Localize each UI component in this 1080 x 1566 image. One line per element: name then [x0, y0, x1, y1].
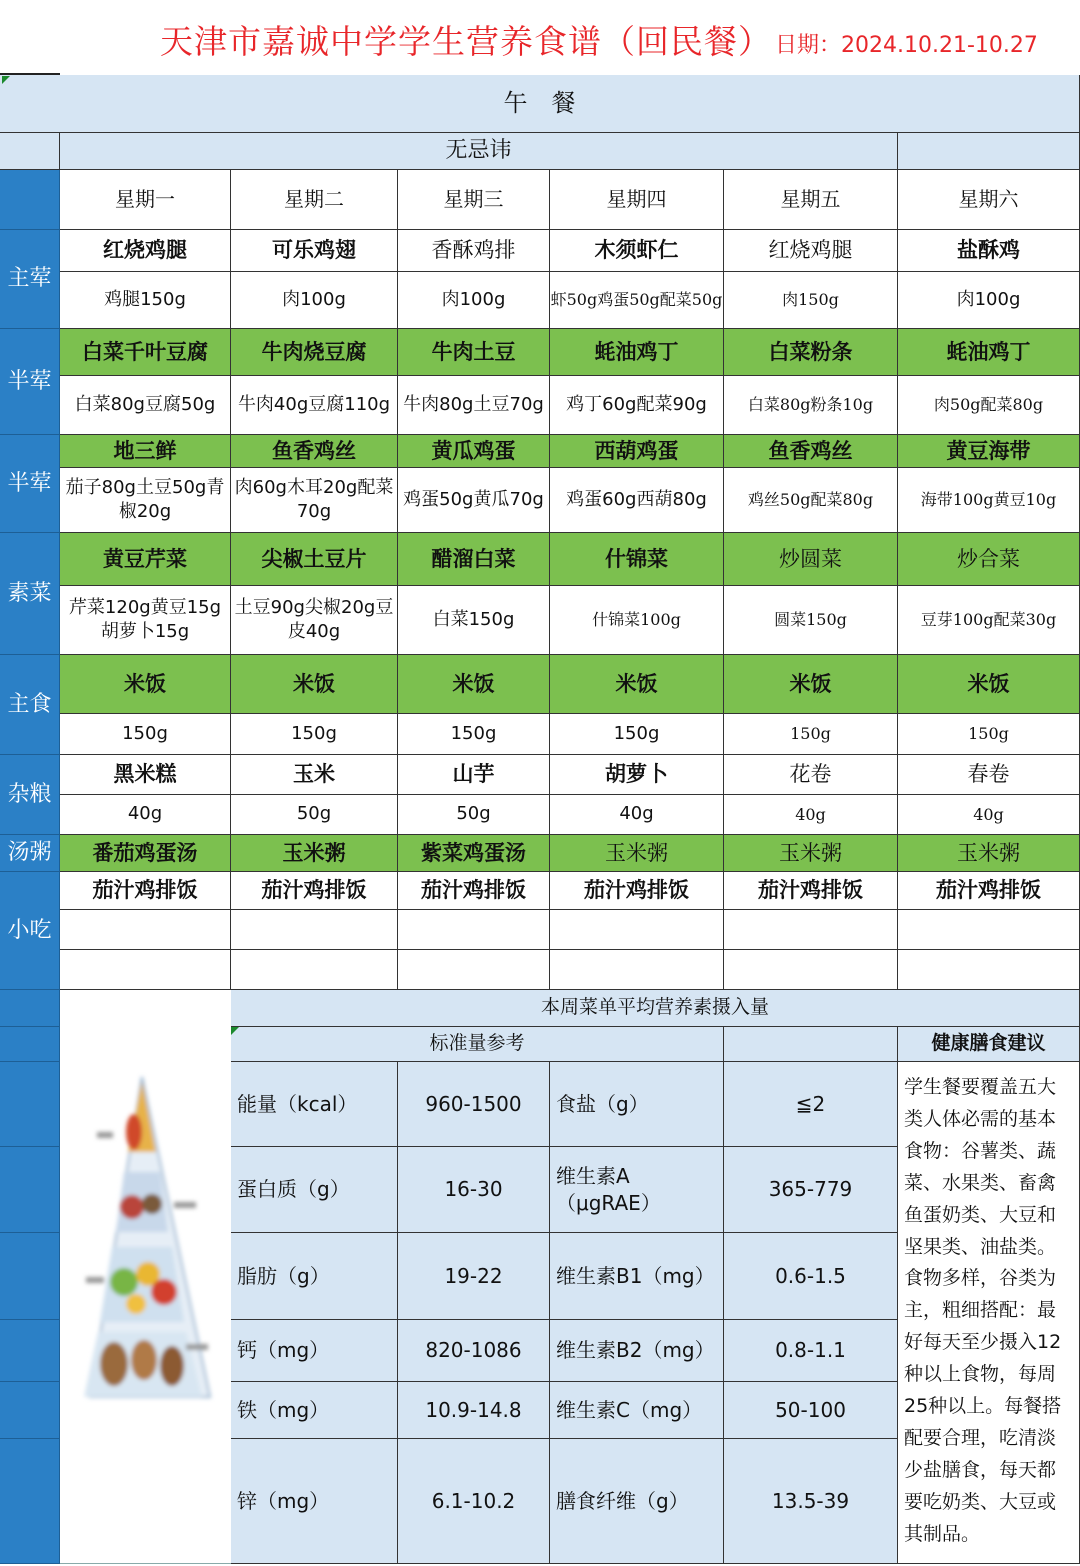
dish-name: 牛肉烧豆腐: [231, 329, 398, 376]
nutrient-name: 膳食纤维（g）: [550, 1439, 724, 1564]
nutrient-value: 19-22: [398, 1233, 550, 1320]
dish-quantity: 鸡蛋50g黄瓜70g: [398, 468, 550, 533]
blank-cell: [550, 950, 724, 990]
dish-quantity: 40g: [60, 795, 231, 835]
dish-name: 米饭: [898, 655, 1080, 714]
dish-quantity: 鸡丁60g配菜90g: [550, 376, 724, 435]
dish-name: 西葫鸡蛋: [550, 435, 724, 468]
nutrient-name: 维生素A（μgRAE）: [550, 1147, 724, 1233]
meal-header: 午 餐: [0, 75, 1080, 133]
blank-cell: [898, 133, 1080, 170]
dish-name: 什锦菜: [550, 533, 724, 586]
dish-name: 茄汁鸡排饭: [398, 872, 550, 910]
nutrient-name: 锌（mg）: [231, 1439, 398, 1564]
nutrient-name: 能量（kcal）: [231, 1062, 398, 1147]
side-blank: [0, 1382, 60, 1439]
blank-cell: [231, 910, 398, 950]
dish-name: 米饭: [398, 655, 550, 714]
dish-name: 玉米: [231, 755, 398, 795]
dish-name: 炒合菜: [898, 533, 1080, 586]
dish-name: 玉米粥: [898, 835, 1080, 872]
dish-name: 玉米粥: [724, 835, 898, 872]
side-blank: [0, 1320, 60, 1382]
side-blank: [0, 1062, 60, 1147]
dish-quantity: 肉150g: [724, 272, 898, 329]
dish-quantity: 150g: [398, 714, 550, 755]
dish-name: 玉米粥: [550, 835, 724, 872]
dish-quantity: 海带100g黄豆10g: [898, 468, 1080, 533]
dish-quantity: 肉100g: [231, 272, 398, 329]
side-blank: [0, 1147, 60, 1233]
dish-name: 番茄鸡蛋汤: [60, 835, 231, 872]
dish-quantity: 芹菜120g黄豆15g胡萝卜15g: [60, 586, 231, 655]
dish-quantity: 肉100g: [898, 272, 1080, 329]
dish-name: 春卷: [898, 755, 1080, 795]
dish-name: 木须虾仁: [550, 230, 724, 272]
nutrient-value: 0.6-1.5: [724, 1233, 898, 1320]
dish-name: 米饭: [231, 655, 398, 714]
dish-name: 茄汁鸡排饭: [231, 872, 398, 910]
day-header: 星期三: [398, 170, 550, 230]
dish-quantity: 40g: [550, 795, 724, 835]
category-label: 主荤: [0, 230, 60, 329]
dish-name: 花卷: [724, 755, 898, 795]
subheader-cell: 无忌讳: [60, 133, 898, 170]
side-blank: [0, 1233, 60, 1320]
nutrient-value: 6.1-10.2: [398, 1439, 550, 1564]
dish-name: 黄豆芹菜: [60, 533, 231, 586]
dish-quantity: 鸡腿150g: [60, 272, 231, 329]
dish-quantity: 150g: [724, 714, 898, 755]
dish-name: 米饭: [550, 655, 724, 714]
blank-cell: [724, 1027, 898, 1062]
category-label: 主食: [0, 655, 60, 755]
nutrient-name: 维生素B2（mg）: [550, 1320, 724, 1382]
blank-cell: [898, 910, 1080, 950]
dish-name: 黄豆海带: [898, 435, 1080, 468]
dish-quantity: 150g: [231, 714, 398, 755]
day-header: 星期四: [550, 170, 724, 230]
dish-name: 米饭: [60, 655, 231, 714]
dish-quantity: 土豆90g尖椒20g豆皮40g: [231, 586, 398, 655]
nutrient-value: 13.5-39: [724, 1439, 898, 1564]
dish-quantity: 肉100g: [398, 272, 550, 329]
nutrient-value: 16-30: [398, 1147, 550, 1233]
nutrient-name: 食盐（g）: [550, 1062, 724, 1147]
nutrient-name: 维生素B1（mg）: [550, 1233, 724, 1320]
day-header: 星期二: [231, 170, 398, 230]
dish-name: 红烧鸡腿: [60, 230, 231, 272]
date-label: 日期：2024.10.21-10.27: [775, 33, 1038, 58]
dish-name: 白菜粉条: [724, 329, 898, 376]
corner-marker: [2, 76, 10, 84]
blank-cell: [398, 950, 550, 990]
nutrient-name: 脂肪（g）: [231, 1233, 398, 1320]
nutrient-value: 365-779: [724, 1147, 898, 1233]
blank-cell: [398, 910, 550, 950]
title-bar: [0, 0, 1080, 75]
dish-name: 蚝油鸡丁: [898, 329, 1080, 376]
category-label: 半荤: [0, 435, 60, 533]
nutrient-value: 820-1086: [398, 1320, 550, 1382]
corner-marker: [231, 1027, 239, 1035]
dish-quantity: 50g: [398, 795, 550, 835]
blank-cell: [60, 910, 231, 950]
dish-name: 米饭: [724, 655, 898, 714]
dish-name: 炒圆菜: [724, 533, 898, 586]
advice-text: 学生餐要覆盖五大类人体必需的基本食物：谷薯类、蔬菜、水果类、畜禽鱼蛋奶类、大豆和坚果类、油盐类。食物多样，谷类为主，粗细搭配：最好每天至少摄入12种以上食物，每周25种以上。每餐搭配要合理，吃清淡少盐膳食，每天都要吃奶类、大豆或其制品。: [898, 1062, 1080, 1564]
dish-name: 盐酥鸡: [898, 230, 1080, 272]
dish-name: 鱼香鸡丝: [724, 435, 898, 468]
nutrient-name: 钙（mg）: [231, 1320, 398, 1382]
dish-name: 地三鲜: [60, 435, 231, 468]
nutrient-value: 960-1500: [398, 1062, 550, 1147]
blank-cell: [550, 910, 724, 950]
dish-name: 红烧鸡腿: [724, 230, 898, 272]
blank-cell: [724, 950, 898, 990]
side-blank: [0, 170, 60, 230]
dish-quantity: 150g: [898, 714, 1080, 755]
page-title: 天津市嘉诚中学学生营养食谱（回民餐）: [160, 22, 772, 61]
dish-quantity: 40g: [724, 795, 898, 835]
blank-cell: [898, 950, 1080, 990]
dish-quantity: 150g: [60, 714, 231, 755]
dish-quantity: 肉60g木耳20g配菜70g: [231, 468, 398, 533]
blank-cell: [60, 950, 231, 990]
dish-quantity: 50g: [231, 795, 398, 835]
dish-quantity: 牛肉40g豆腐110g: [231, 376, 398, 435]
dish-name: 牛肉土豆: [398, 329, 550, 376]
dish-name: 茄汁鸡排饭: [60, 872, 231, 910]
side-blank: [0, 1439, 60, 1564]
nutrient-value: 50-100: [724, 1382, 898, 1439]
category-label: 汤粥: [0, 835, 60, 872]
dish-name: 玉米粥: [231, 835, 398, 872]
dish-quantity: 白菜80g豆腐50g: [60, 376, 231, 435]
dish-quantity: 40g: [898, 795, 1080, 835]
dish-name: 黑米糕: [60, 755, 231, 795]
dish-quantity: 茄子80g土豆50g青椒20g: [60, 468, 231, 533]
dish-name: 白菜千叶豆腐: [60, 329, 231, 376]
dish-quantity: 白菜150g: [398, 586, 550, 655]
day-header: 星期一: [60, 170, 231, 230]
nutrient-value: ≦2: [724, 1062, 898, 1147]
category-label: 杂粮: [0, 755, 60, 835]
dish-name: 蚝油鸡丁: [550, 329, 724, 376]
standard-header: 标准量参考: [231, 1027, 724, 1062]
dish-name: 可乐鸡翅: [231, 230, 398, 272]
dish-quantity: 鸡蛋60g西葫80g: [550, 468, 724, 533]
dish-name: 茄汁鸡排饭: [724, 872, 898, 910]
dish-quantity: 150g: [550, 714, 724, 755]
blank-cell: [724, 910, 898, 950]
nutrient-name: 维生素C（mg）: [550, 1382, 724, 1439]
food-pyramid-image: [62, 992, 230, 1562]
side-blank: [0, 1027, 60, 1062]
dish-quantity: 鸡丝50g配菜80g: [724, 468, 898, 533]
day-header: 星期五: [724, 170, 898, 230]
dish-quantity: 豆芽100g配菜30g: [898, 586, 1080, 655]
dish-name: 尖椒土豆片: [231, 533, 398, 586]
dish-name: 醋溜白菜: [398, 533, 550, 586]
nutrient-name: 蛋白质（g）: [231, 1147, 398, 1233]
dish-quantity: 圆菜150g: [724, 586, 898, 655]
dish-name: 茄汁鸡排饭: [550, 872, 724, 910]
category-label: 小吃: [0, 872, 60, 990]
blank-cell: [231, 950, 398, 990]
dish-quantity: 牛肉80g土豆70g: [398, 376, 550, 435]
dish-name: 香酥鸡排: [398, 230, 550, 272]
nutrition-title: 本周菜单平均营养素摄入量: [231, 990, 1080, 1027]
dish-quantity: 什锦菜100g: [550, 586, 724, 655]
dish-quantity: 白菜80g粉条10g: [724, 376, 898, 435]
day-header: 星期六: [898, 170, 1080, 230]
category-label: 素菜: [0, 533, 60, 655]
dish-name: 紫菜鸡蛋汤: [398, 835, 550, 872]
nutrient-name: 铁（mg）: [231, 1382, 398, 1439]
dish-name: 鱼香鸡丝: [231, 435, 398, 468]
category-label: 半荤: [0, 329, 60, 435]
advice-header: 健康膳食建议: [898, 1027, 1080, 1062]
dish-name: 黄瓜鸡蛋: [398, 435, 550, 468]
nutrient-value: 10.9-14.8: [398, 1382, 550, 1439]
blank-cell: [0, 133, 60, 170]
dish-quantity: 虾50g鸡蛋50g配菜50g: [550, 272, 724, 329]
nutrient-value: 0.8-1.1: [724, 1320, 898, 1382]
dish-name: 茄汁鸡排饭: [898, 872, 1080, 910]
dish-name: 胡萝卜: [550, 755, 724, 795]
dish-quantity: 肉50g配菜80g: [898, 376, 1080, 435]
dish-name: 山芋: [398, 755, 550, 795]
side-blank: [0, 990, 60, 1027]
